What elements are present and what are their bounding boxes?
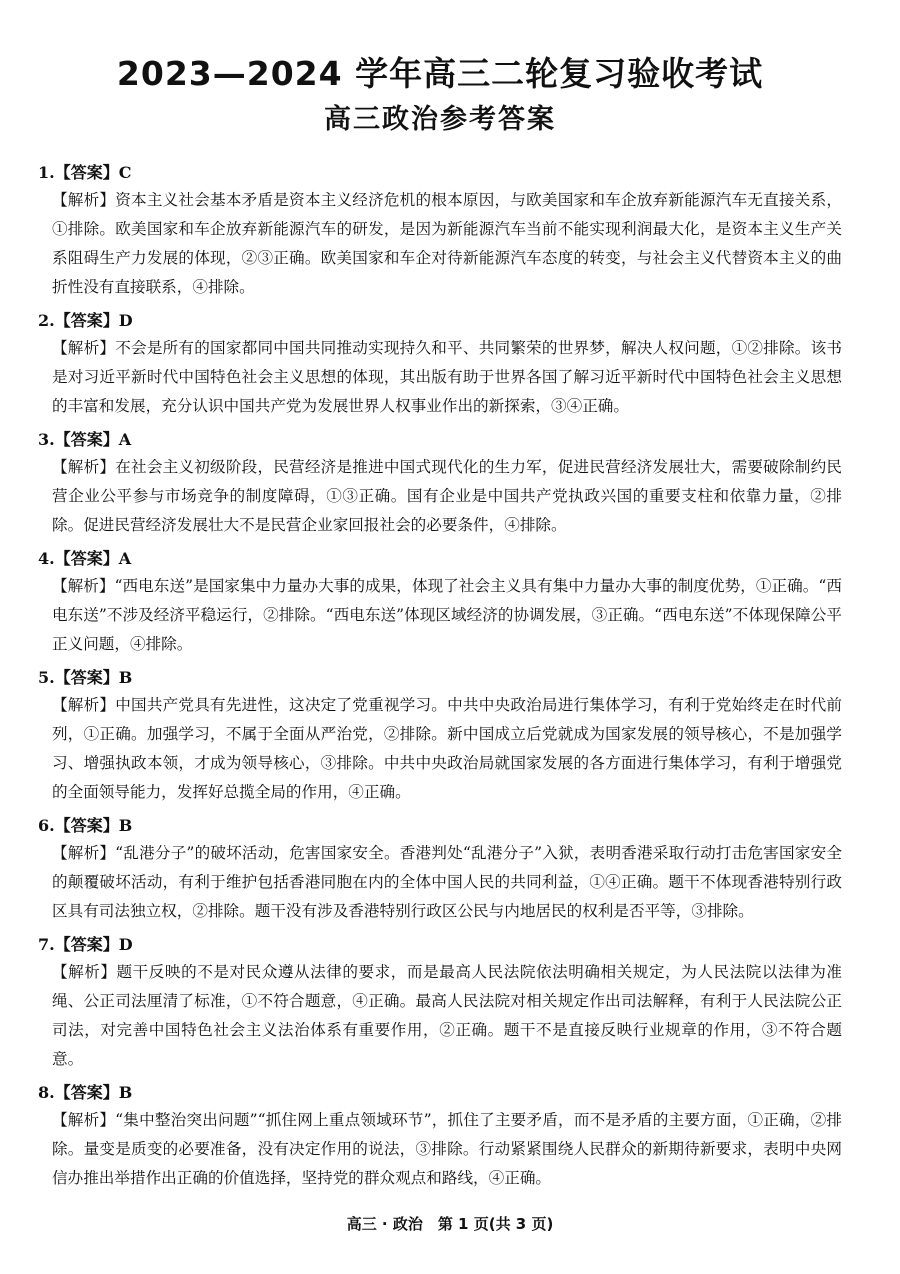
answer-line: 3.【答案】A: [38, 430, 132, 449]
answer-line: 4.【答案】A: [38, 549, 132, 568]
analysis-text: 【解析】“西电东送”是国家集中力量办大事的成果，体现了社会主义具有集中力量办大事的制度优势，①正确。“西电东送”不涉及经济平稳运行，②排除。“西电东送”体现区域经济的协调发展，③正确。“西电东送”不体现保障公平正义问题，④排除。: [52, 577, 842, 653]
answer-line: 1.【答案】C: [38, 163, 132, 182]
question-1: [38, 160, 842, 302]
question-3: [38, 427, 842, 540]
question-6: [38, 813, 842, 926]
page-subtitle: 高三政治参考答案: [324, 104, 556, 135]
analysis-text: 【解析】“乱港分子”的破坏活动，危害国家安全。香港判处“乱港分子”入狱，表明香港采取行动打击危害国家安全的颠覆破坏活动，有利于维护包括香港同胞在内的全体中国人民的共同利益，①④正确。题干不体现香港特别行政区具有司法独立权，②排除。题干没有涉及香港特别行政区公民与内地居民的权利是否平等，③排除。: [52, 844, 842, 920]
page-footer: 高三 · 政治 第 1 页(共 3 页): [346, 1215, 554, 1233]
answer-line: 7.【答案】D: [38, 935, 133, 954]
analysis-text: 【解析】不会是所有的国家都同中国共同推动实现持久和平、共同繁荣的世界梦，解决人权问题，①②排除。该书是对习近平新时代中国特色社会主义思想的体现，其出版有助于世界各国了解习近平新时代中国特色社会主义思想的丰富和发展，充分认识中国共产党为发展世界人权事业作出的新探索，③④正确。: [52, 339, 842, 415]
question-7: [38, 932, 842, 1074]
analysis-text: 【解析】资本主义社会基本矛盾是资本主义经济危机的根本原因，与欧美国家和车企放弃新能源汽车无直接关系，①排除。欧美国家和车企放弃新能源汽车的研发，是因为新能源汽车当前不能实现利润最大化，是资本主义生产关系阻碍生产力发展的体现，②③正确。欧美国家和车企对待新能源汽车态度的转变，与社会主义代替资本主义的曲折性没有直接联系，④排除。: [52, 191, 842, 296]
analysis-text: 【解析】“集中整治突出问题”“抓住网上重点领域环节”，抓住了主要矛盾，而不是矛盾的主要方面，①正确，②排除。量变是质变的必要准备，没有决定作用的说法，③排除。行动紧紧围绕人民群众的新期待新要求，表明中央网信办推出举措作出正确的价值选择，坚持党的群众观点和路线，④正确。: [52, 1111, 842, 1187]
answer-line: 6.【答案】B: [38, 816, 133, 835]
analysis-text: 【解析】在社会主义初级阶段，民营经济是推进中国式现代化的生力军，促进民营经济发展壮大，需要破除制约民营企业公平参与市场竞争的制度障碍，①③正确。国有企业是中国共产党执政兴国的重要支柱和依靠力量，②排除。促进民营经济发展壮大不是民营企业家回报社会的必要条件，④排除。: [52, 458, 842, 534]
answer-line: 8.【答案】B: [38, 1083, 133, 1102]
question-4: [38, 546, 842, 659]
answer-line: 5.【答案】B: [38, 668, 133, 687]
analysis-text: 【解析】中国共产党具有先进性，这决定了党重视学习。中共中央政治局进行集体学习，有利于党始终走在时代前列，①正确。加强学习，不属于全面从严治党，②排除。新中国成立后党就成为国家发展的领导核心，不是加强学习、增强执政本领，才成为领导核心，③排除。中共中央政治局就国家发展的各方面进行集体学习，有利于增强党的全面领导能力，发挥好总揽全局的作用，④正确。: [52, 696, 842, 801]
answer-line: 2.【答案】D: [38, 311, 133, 330]
page-title: 2023—2024 学年高三二轮复习验收考试: [116, 54, 764, 93]
question-5: [38, 665, 842, 807]
question-8: [38, 1080, 842, 1193]
analysis-text: 【解析】题干反映的不是对民众遵从法律的要求，而是最高人民法院依法明确相关规定，为人民法院以法律为准绳、公正司法厘清了标准，①不符合题意，④正确。最高人民法院对相关规定作出司法解释，有利于人民法院公正司法，对完善中国特色社会主义法治体系有重要作用，②正确。题干不是直接反映行业规章的作用，③不符合题意。: [52, 963, 842, 1068]
question-2: [38, 308, 842, 421]
